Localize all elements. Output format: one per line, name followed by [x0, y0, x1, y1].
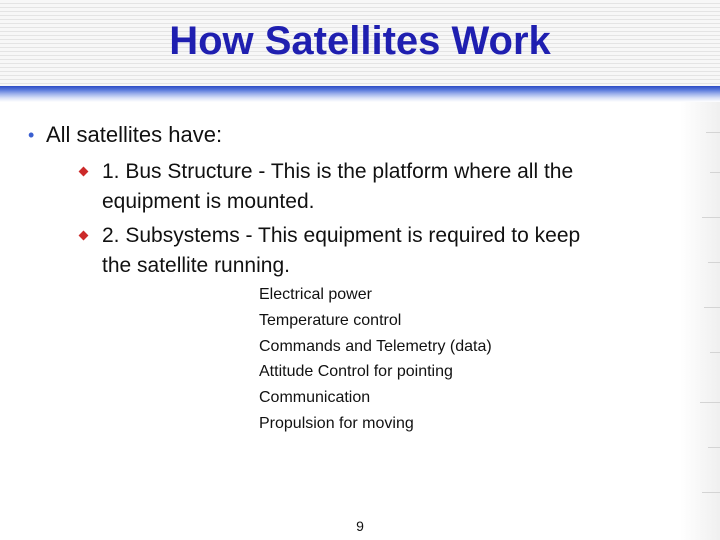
sub-bullet-1: [102, 157, 702, 217]
list-item: Electrical power: [259, 286, 372, 303]
slide-title: How Satellites Work: [169, 19, 551, 63]
sub-bullet-1-line1: 1. Bus Structure - This is the platform where all the: [102, 160, 574, 183]
list-item: Attitude Control for pointing: [259, 363, 453, 381]
sub-bullet-2-line1: 2. Subsystems - This equipment is required to keep: [102, 224, 581, 247]
red-diamond-icon: [79, 231, 89, 241]
sub-bullet-2-line2: the satellite running.: [102, 254, 290, 277]
list-item: Commands and Telemetry (data): [259, 337, 492, 355]
sub-bullet-2: [102, 221, 702, 281]
list-item: Temperature control: [259, 311, 402, 329]
page-number: [0, 518, 720, 534]
red-diamond-icon: [79, 167, 89, 177]
list-item: Propulsion for moving: [259, 414, 414, 432]
page-number-text: 9: [356, 518, 364, 534]
bullet-dot-icon: •: [28, 125, 35, 145]
main-bullet: [28, 120, 223, 150]
list-item: Communication: [259, 389, 371, 407]
sub-bullet-1-line2: equipment is mounted.: [102, 190, 315, 213]
subsystem-list: [259, 282, 492, 437]
main-bullet-text: All satellites have:: [46, 122, 223, 147]
